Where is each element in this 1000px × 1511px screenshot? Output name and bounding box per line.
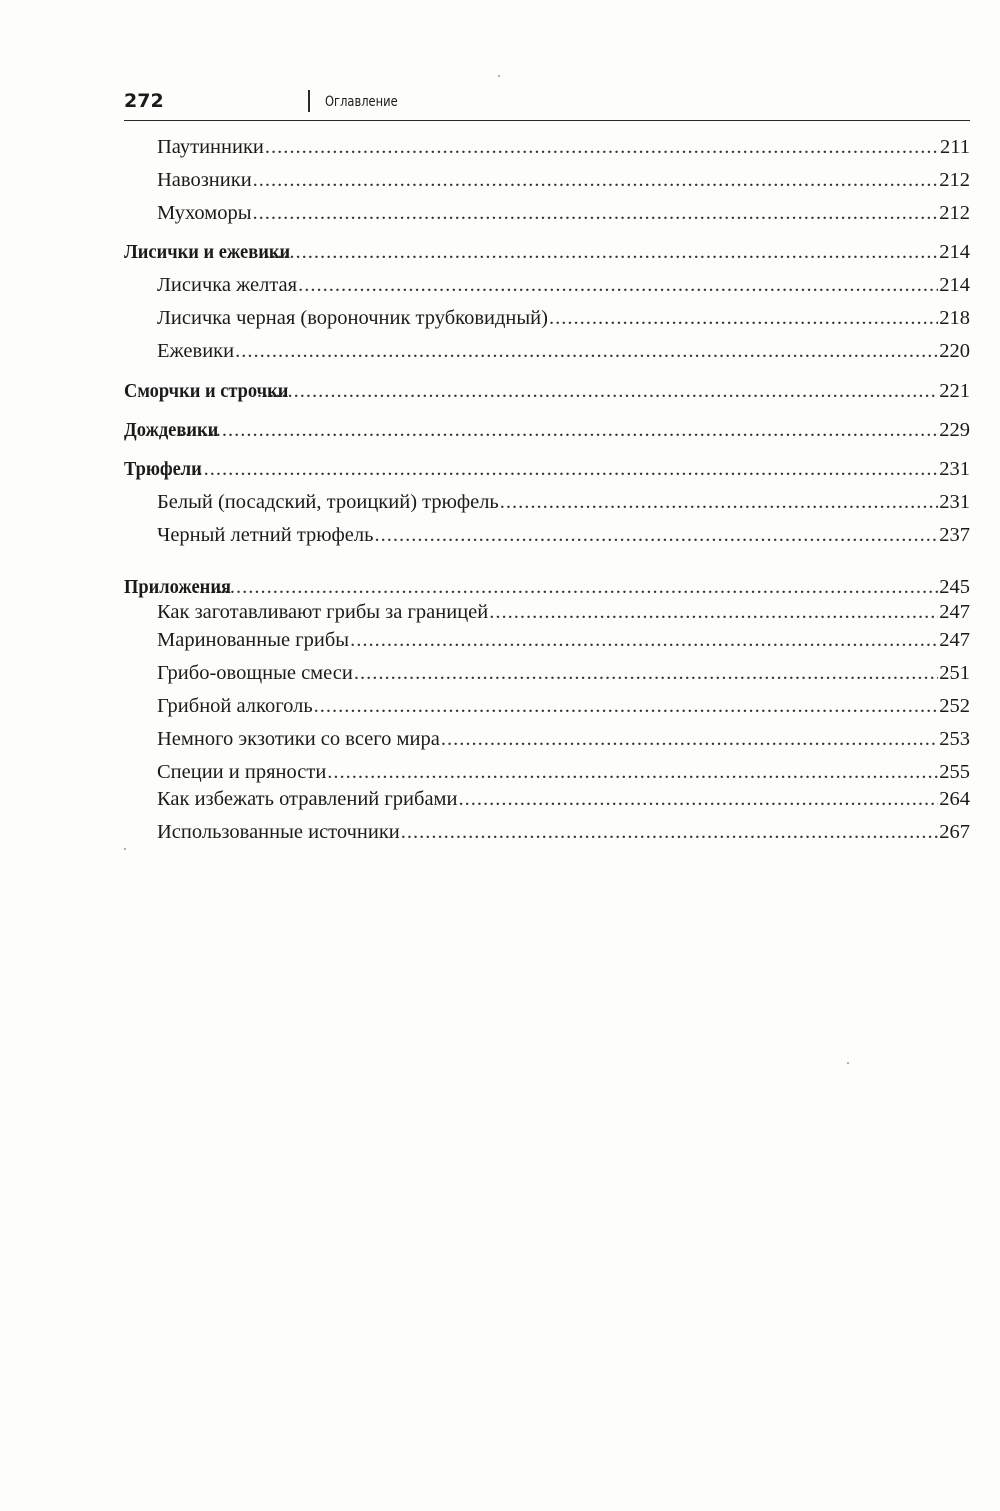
toc-entry-page: 212 (939, 202, 970, 224)
toc-entry (157, 201, 970, 225)
toc-entry-label: Использованные источники (157, 821, 400, 843)
dot-leader (161, 457, 939, 481)
toc-entry-page: 267 (939, 821, 970, 843)
toc-entry (157, 694, 970, 718)
toc-entry-label: Приложения (124, 576, 231, 598)
dot-leader (265, 135, 939, 159)
toc-entry-page: 231 (939, 491, 970, 513)
toc-entry-label: Грибо-овощные смеси (157, 662, 353, 684)
toc-entry-label: Лисички и ежевики (124, 241, 291, 263)
toc-entry-label: Как заготавливают грибы за границей (157, 601, 489, 623)
dot-leader (374, 523, 938, 547)
toc-entry-label: Лисичка черная (вороночник трубковидный) (157, 307, 548, 329)
dot-leader (314, 694, 939, 718)
dot-leader (549, 306, 938, 330)
toc-entry (157, 727, 970, 751)
dot-leader (298, 273, 938, 297)
toc-entry-label: Грибной алкоголь (157, 695, 313, 717)
toc-entry-page: 253 (939, 728, 970, 750)
dot-leader (354, 661, 938, 685)
dot-leader (253, 168, 939, 192)
toc-entry (157, 600, 970, 624)
toc-entry (157, 168, 970, 192)
scan-speck (498, 75, 500, 77)
toc-entry (157, 135, 970, 159)
dot-leader (327, 760, 938, 784)
dot-leader (350, 628, 938, 652)
toc-entry (157, 820, 970, 844)
dot-leader (193, 575, 938, 599)
toc-section-heading (124, 457, 970, 481)
toc-entry-label: Маринованные грибы (157, 629, 350, 651)
toc-entry-page: 211 (940, 136, 970, 158)
dot-leader (489, 600, 938, 624)
scan-speck (847, 1062, 849, 1064)
toc-entry (157, 306, 970, 330)
toc-entry-page: 229 (939, 419, 970, 441)
dot-leader (179, 418, 938, 442)
section-title: Оглавление (325, 94, 398, 110)
dot-leader (259, 240, 938, 264)
toc-entry-label: Сморчки и строчки (124, 380, 289, 402)
toc-entry-label: Лисичка желтая (157, 274, 298, 296)
toc-entry-label: Ежевики (157, 340, 235, 362)
toc-entry-page: 245 (939, 576, 970, 598)
scan-speck (124, 848, 126, 850)
dot-leader (441, 727, 938, 751)
running-header (124, 88, 970, 121)
toc-entry-page: 251 (939, 662, 970, 684)
toc-entry-label: Трюфели (124, 458, 202, 480)
toc-entry (157, 760, 970, 784)
toc-entry-page: 264 (939, 788, 970, 810)
toc-entry-page: 252 (939, 695, 970, 717)
toc-section-heading (124, 418, 970, 442)
toc-entry (157, 273, 970, 297)
toc-entry (157, 787, 970, 811)
dot-leader (500, 490, 938, 514)
toc-entry-page: 218 (939, 307, 970, 329)
toc-entry-page: 220 (939, 340, 970, 362)
toc-entry-page: 214 (939, 274, 970, 296)
toc-entry (157, 490, 970, 514)
toc-section-heading (124, 575, 970, 599)
toc-entry (157, 628, 970, 652)
toc-entry-page: 212 (939, 169, 970, 191)
toc-entry-label: Специи и пряности (157, 761, 327, 783)
dot-leader (459, 787, 939, 811)
toc-entry-page: 237 (939, 524, 970, 546)
toc-entry (157, 339, 970, 363)
toc-entry-page: 255 (939, 761, 970, 783)
toc-entry-label: Навозники (157, 169, 252, 191)
toc-section-heading (124, 240, 970, 264)
toc-entry (157, 661, 970, 685)
dot-leader (401, 820, 938, 844)
toc-section-heading (124, 379, 970, 403)
toc-entry-label: Черный летний трюфель (157, 524, 374, 546)
dot-leader (253, 201, 939, 225)
toc-entry-label: Немного экзотики со всего мира (157, 728, 440, 750)
toc-entry-label: Паутинники (157, 136, 264, 158)
toc-entry-page: 247 (939, 601, 970, 623)
toc-entry-label: Дождевики (124, 419, 219, 441)
header-divider (308, 90, 310, 112)
dot-leader (235, 339, 938, 363)
toc-entry-page: 247 (939, 629, 970, 651)
toc-entry (157, 523, 970, 547)
toc-entry-label: Мухоморы (157, 202, 252, 224)
toc-entry-page: 231 (939, 458, 970, 480)
toc-entry-label: Как избежать отравлений грибами (157, 788, 458, 810)
toc-entry-page: 214 (939, 241, 970, 263)
page-number: 272 (124, 90, 164, 112)
dot-leader (257, 379, 938, 403)
toc-entry-page: 221 (939, 380, 970, 402)
toc-entry-label: Белый (посадский, троицкий) трюфель (157, 491, 499, 513)
